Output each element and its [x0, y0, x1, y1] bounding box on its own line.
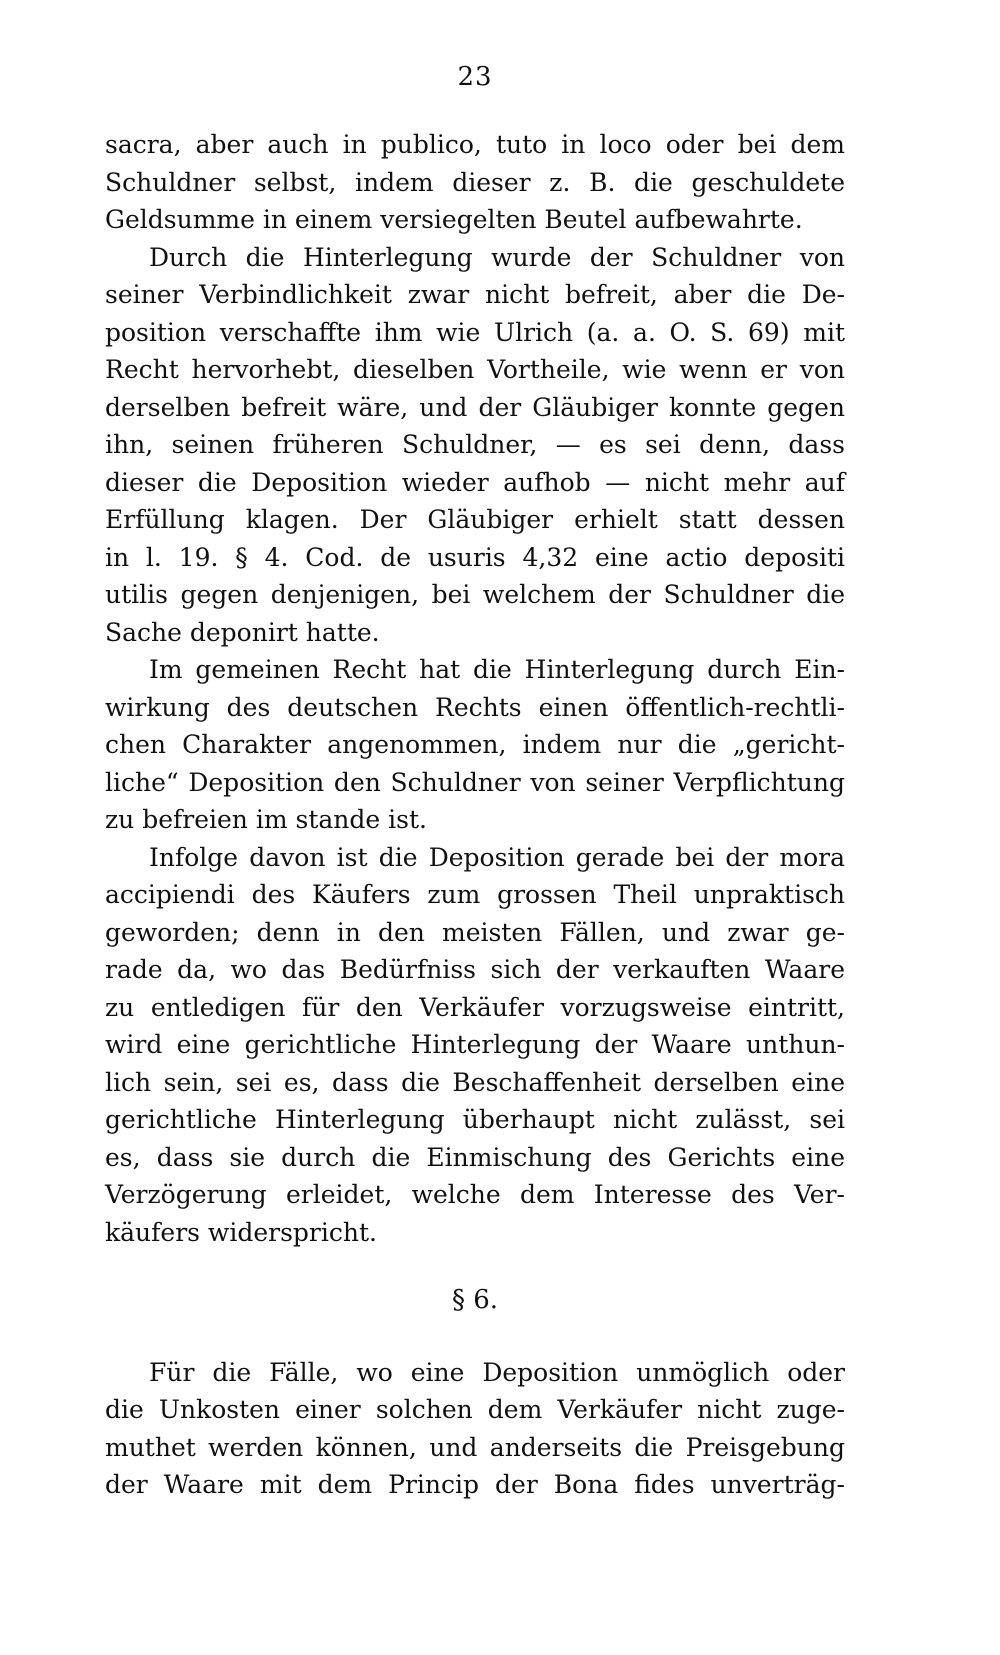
text-line: der Waare mit dem Princip der Bona fides unverträg-: [105, 1470, 845, 1499]
text-line: zu entledigen für den Verkäufer vorzugsweise eintritt,: [105, 992, 845, 1022]
text-line: wird eine gerichtliche Hinterlegung der Waare unthun-: [105, 1030, 845, 1059]
text-line: utilis gegen denjenigen, bei welchem der Schuldner die: [105, 580, 845, 609]
section-heading: § 6.: [451, 1285, 499, 1315]
text-line: sacra, aber auch in publico, tuto in loco oder bei dem: [105, 130, 845, 159]
page-number: 23: [457, 62, 493, 92]
text-line: lich sein, sei es, dass die Beschaffenheit derselben eine: [105, 1067, 845, 1097]
text-line: Recht hervorhebt, dieselben Vortheile, wie wenn er von: [105, 355, 845, 384]
text-line: dieser die Deposition wieder aufhob — nicht mehr auf: [105, 467, 845, 497]
text-line: Geldsumme in einem versiegelten Beutel aufbewahrte.: [105, 205, 803, 234]
text-line: die Unkosten einer solchen dem Verkäufer nicht zuge-: [105, 1395, 845, 1424]
text-line: Im gemeinen Recht hat die Hinterlegung durch Ein-: [149, 655, 845, 684]
text-line: gerichtliche Hinterlegung überhaupt nicht zulässt, sei: [105, 1105, 845, 1134]
text-line: käufers widerspricht.: [105, 1217, 377, 1247]
text-line: Durch die Hinterlegung wurde der Schuldner von: [149, 242, 845, 272]
text-line: liche“ Deposition den Schuldner von seiner Verpflichtung: [105, 767, 845, 797]
text-line: accipiendi des Käufers zum grossen Theil unpraktisch: [105, 880, 845, 909]
text-line: Sache deponirt hatte.: [105, 617, 380, 647]
paragraph-1: [105, 126, 845, 239]
text-line: es, dass sie durch die Einmischung des Gerichts eine: [105, 1142, 845, 1172]
paragraph-3: [105, 651, 845, 839]
text-line: wirkung des deutschen Rechts einen öffentlich-rechtli-: [105, 692, 845, 722]
text-line: ihn, seinen früheren Schuldner, — es sei denn, dass: [105, 430, 845, 459]
text-line: derselben befreit wäre, und der Gläubiger konnte gegen: [105, 392, 845, 422]
section-paragraph: [105, 1354, 845, 1504]
text-line: Infolge davon ist die Deposition gerade bei der mora: [149, 842, 845, 872]
text-line: Für die Fälle, wo eine Deposition unmöglich oder: [149, 1357, 845, 1387]
text-line: rade da, wo das Bedürfniss sich der verkauften Waare: [105, 955, 845, 984]
text-line: muthet werden können, und anderseits die Preisgebung: [105, 1432, 845, 1462]
text-line: seiner Verbindlichkeit zwar nicht befreit, aber die De-: [105, 280, 845, 309]
text-line: position verschaffte ihm wie Ulrich (a. a. O. S. 69) mit: [105, 317, 845, 347]
paragraph-4: [105, 839, 845, 1252]
text-line: in l. 19. § 4. Cod. de usuris 4,32 eine actio depositi: [105, 542, 845, 572]
text-line: Schuldner selbst, indem dieser z. B. die geschuldete: [105, 167, 845, 197]
text-line: Erfüllung klagen. Der Gläubiger erhielt statt dessen: [105, 505, 845, 534]
paragraph-2: [105, 239, 845, 652]
text-line: chen Charakter angenommen, indem nur die „gericht-: [105, 730, 845, 759]
text-line: zu befreien im stande ist.: [105, 805, 427, 834]
text-line: Verzögerung erleidet, welche dem Interesse des Ver-: [105, 1180, 845, 1209]
book-page: [105, 62, 845, 1504]
text-line: geworden; denn in den meisten Fällen, und zwar ge-: [105, 917, 845, 947]
